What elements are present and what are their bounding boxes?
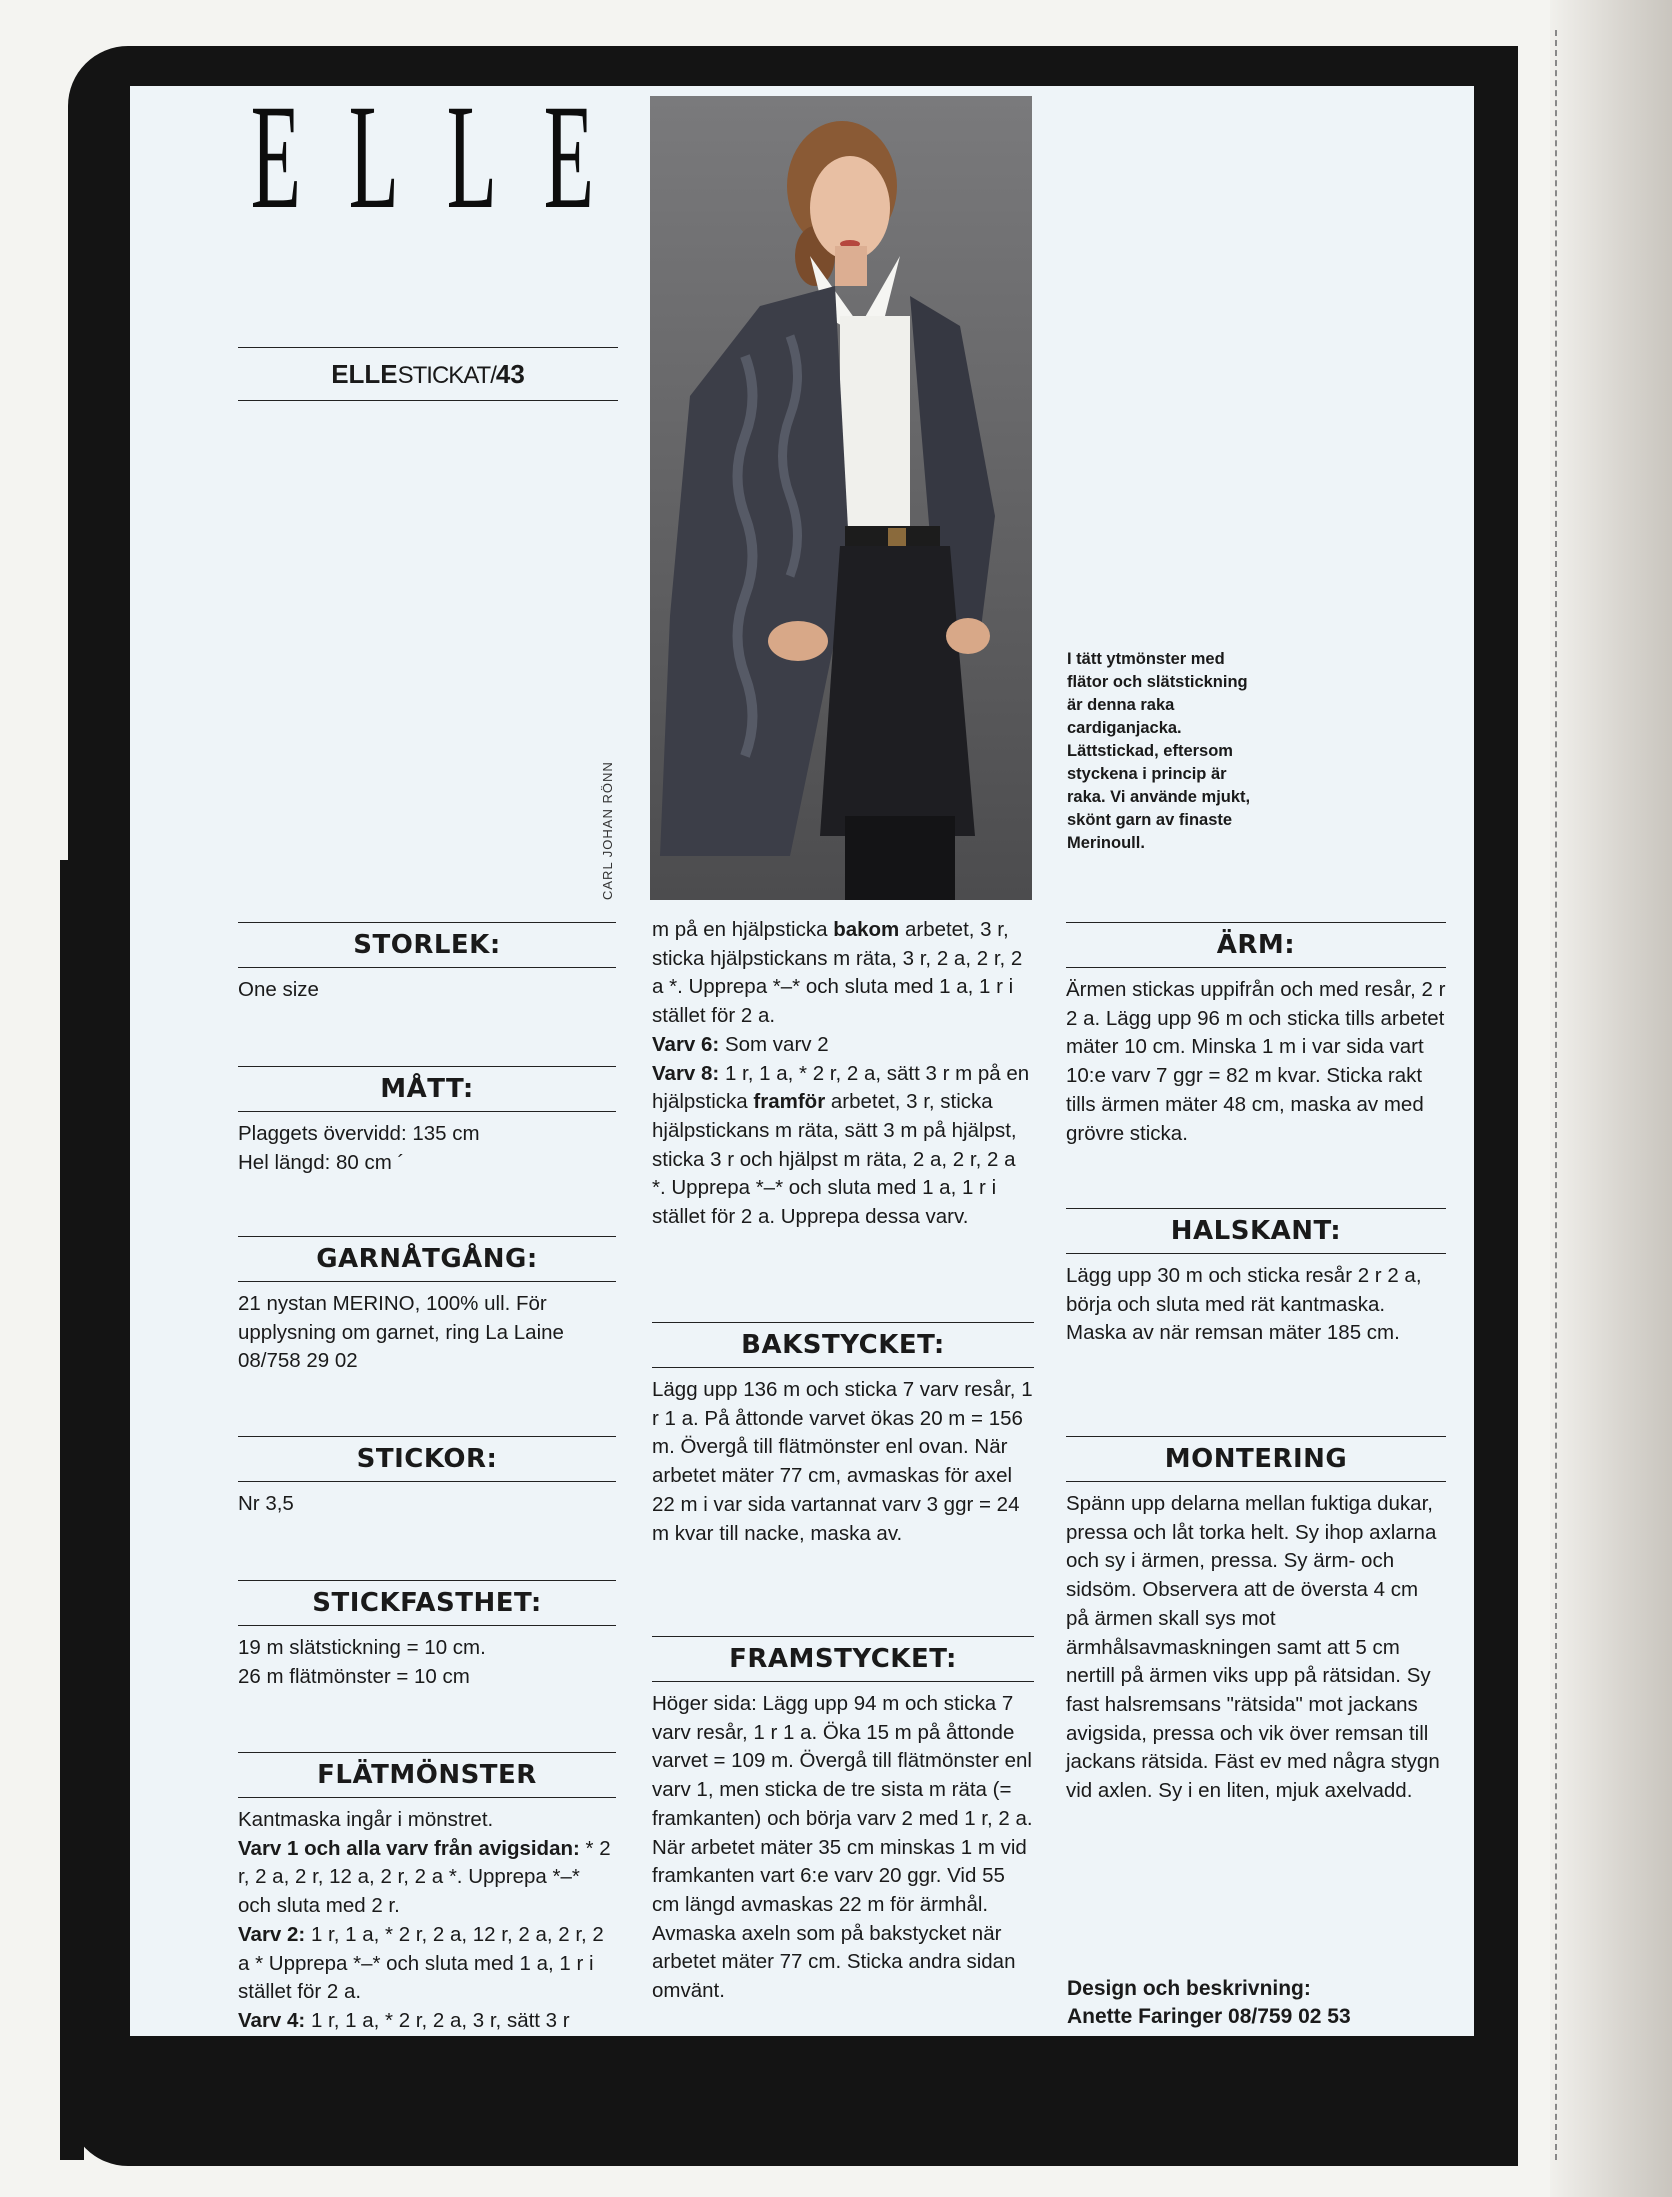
row-text: * 2 r, 2 a, 2 r, 12 a, 2 r, 2 a *. Upprepa *–* och sluta med 2 r. [238,1836,611,1918]
row-text: arbetet, 3 r, sticka hjälpstickans m räta, 3 r, 2 a, 2 r, 2 a *. Upprepa *–* och sluta med 1 a, 1 r i stället för 2 a. [652,918,1023,1028]
section-bakstycket [652,1322,1034,1548]
section-text: Plaggets övervidd: 135 cm [238,1122,480,1145]
adjacent-page-edge [1550,0,1672,2197]
section-heading: HALSKANT: [1066,1208,1446,1254]
emphasis-text: bakom [833,918,900,941]
elle-logo [230,74,615,240]
section-text: 26 m flätmönster = 10 cm [238,1664,470,1688]
model-illustration [650,96,1032,900]
section-text: Nr 3,5 [238,1492,294,1515]
pattern-row [238,1921,616,2007]
section-heading: STICKOR: [238,1436,616,1482]
section-matt [238,1066,616,1177]
logo-letter: L [348,74,399,240]
row-text: Som varv 2 [719,1032,829,1056]
section-stickor [238,1436,616,1519]
issue-number: 43 [495,359,525,389]
issue-brand: ELLE [331,359,398,389]
section-text: One size [238,978,319,1001]
perforation-line [1555,30,1557,2160]
section-halskant [1066,1208,1446,1348]
section-text: Höger sida: Lägg upp 94 m och sticka 7 varv resår, 1 r 1 a. Öka 15 m på åttonde varvet = 109 m. Övergå till flätmönster enl varv 1, men sticka de tre sista m räta (= framkanten) och börja varv 2 med 1 r, 2 a. När arbetet mäter 35 cm minskas 1 m vid framkanten vart 6:e varv 20 ggr. Vid 55 cm längd avmaskas 22 m för ärmhål. Avmaska axeln som på bakstycket när arbetet mäter 77 cm. Sticka andra sidan omvänt. [652,1692,1033,2003]
section-garnatgang [238,1236,616,1376]
row-label: Varv 8: [652,1061,720,1085]
section-heading: ÄRM: [1066,922,1446,968]
pattern-row [238,1835,616,1921]
section-text: Ärmen stickas uppifrån och med resår, 2 r 2 a. Lägg upp 96 m och sticka tills arbetet mäter 10 cm. Minska 1 m i var sida vart 10:e varv 7 ggr = 82 m kvar. Sticka rakt tills ärmen mäter 48 cm, maska av med grövre sticka. [1066,978,1446,1145]
section-text: Spänn upp delarna mellan fuktiga dukar, pressa och låt torka helt. Sy ihop axlarna och sy i ärmen, pressa. Sy ärm- och sidsöm. Observera att de översta 4 cm på ärmen skall sys mot ärmhålsavmaskningen samt att 5 cm nertill på ärmen viks upp på rätsidan. Sy fast halsremsans "rätsida" mot jackans avigsida, pressa och vik över remsan till jackans rätsida. Fäst ev med några stygn vid axlen. Sy i en liten, mjuk axelvadd. [1066,1492,1440,1803]
section-stickfasthet [238,1580,616,1691]
designer-name: Anette Faringer 08/759 02 53 [1067,2005,1351,2028]
section-montering [1066,1436,1446,1806]
section-text: 21 nystan MERINO, 100% ull. För upplysning om garnet, ring La Laine 08/758 29 02 [238,1292,564,1373]
row-label: Varv 6: [652,1032,720,1056]
design-label: Design och beskrivning: [1067,1977,1311,2000]
section-heading: MÅTT: [238,1066,616,1112]
section-text: Kantmaska ingår i mönstret. [238,1808,494,1831]
photo-caption: I tätt ytmönster med flätor och slätstickning är denna raka cardiganjacka. Lättstickad, eftersom styckena i princip är raka. Vi använde mjukt, skönt garn av finaste Merinoull. [1067,650,1251,852]
row-text: 1 r, 1 a, * 2 r, 2 a, 12 r, 2 a, 2 r, 2 a * Upprepa *–* och sluta med 1 a, 1 r i stället för 2 a. [238,1922,604,2004]
section-heading: GARNÅTGÅNG: [238,1236,616,1282]
section-text: Lägg upp 30 m och sticka resår 2 r 2 a, börja och sluta med rät kantmaska. Maska av när remsan mäter 185 cm. [1066,1264,1422,1345]
section-storlek [238,922,616,1005]
photo-credit: CARL JOHAN RÖNN [600,761,615,900]
section-text: Hel längd: 80 cm ´ [238,1150,405,1174]
section-heading: STORLEK: [238,922,616,968]
row-label: Varv 1 och alla varv från avigsidan: [238,1836,580,1860]
section-text: Lägg upp 136 m och sticka 7 varv resår, 1 r 1 a. På åttonde varvet ökas 20 m = 156 m. Övergå till flätmönster enl ovan. När arbetet mäter 77 cm, avmaskas för axel 22 m i var sida vartannat varv 3 ggr = 24 m kvar till nacke, maska av. [652,1378,1033,1545]
logo-letter: L [446,74,497,240]
design-credit [1067,1975,1447,2031]
row-text: 1 r, 1 a, * 2 r, 2 a, 3 r, sätt 3 r [305,2008,570,2032]
row-text: arbetet, 3 r, sticka hjälpstickans m räta, sätt 3 m på hjälpst, sticka 3 r och hjälpst m räta, 2 a, 2 r, 2 a *. Upprepa *–* och sluta med 1 a, 1 r i stället för 2 a. Upprepa dessa varv. [652,1090,1017,1229]
section-flatmonster [238,1752,616,2036]
pattern-row [238,2007,616,2036]
logo-letter: E [250,74,302,240]
model-photo [650,96,1032,900]
logo-letter: E [543,74,595,240]
frame-notch [60,860,84,2160]
section-heading: FLÄTMÖNSTER [238,1752,616,1798]
row-text: 1 r, 1 a, * 2 r, 2 a, sätt 3 r m på en hjälpsticka [652,1061,1030,1114]
section-arm [1066,922,1446,1148]
row-label: Varv 2: [238,1922,306,1946]
row-label: Varv 4: [238,2008,306,2032]
section-heading: BAKSTYCKET: [652,1322,1034,1368]
section-heading: FRAMSTYCKET: [652,1636,1034,1682]
pattern-continuation [652,916,1034,1232]
section-text: 19 m slätstickning = 10 cm. [238,1636,486,1659]
issue-series: STICKAT/ [397,362,496,389]
section-heading: STICKFASTHET: [238,1580,616,1626]
section-heading: MONTERING [1066,1436,1446,1482]
emphasis-text: framför [753,1090,826,1114]
row-text: m på en hjälpsticka [652,918,834,941]
issue-label [238,347,618,401]
section-framstycket [652,1636,1034,2006]
